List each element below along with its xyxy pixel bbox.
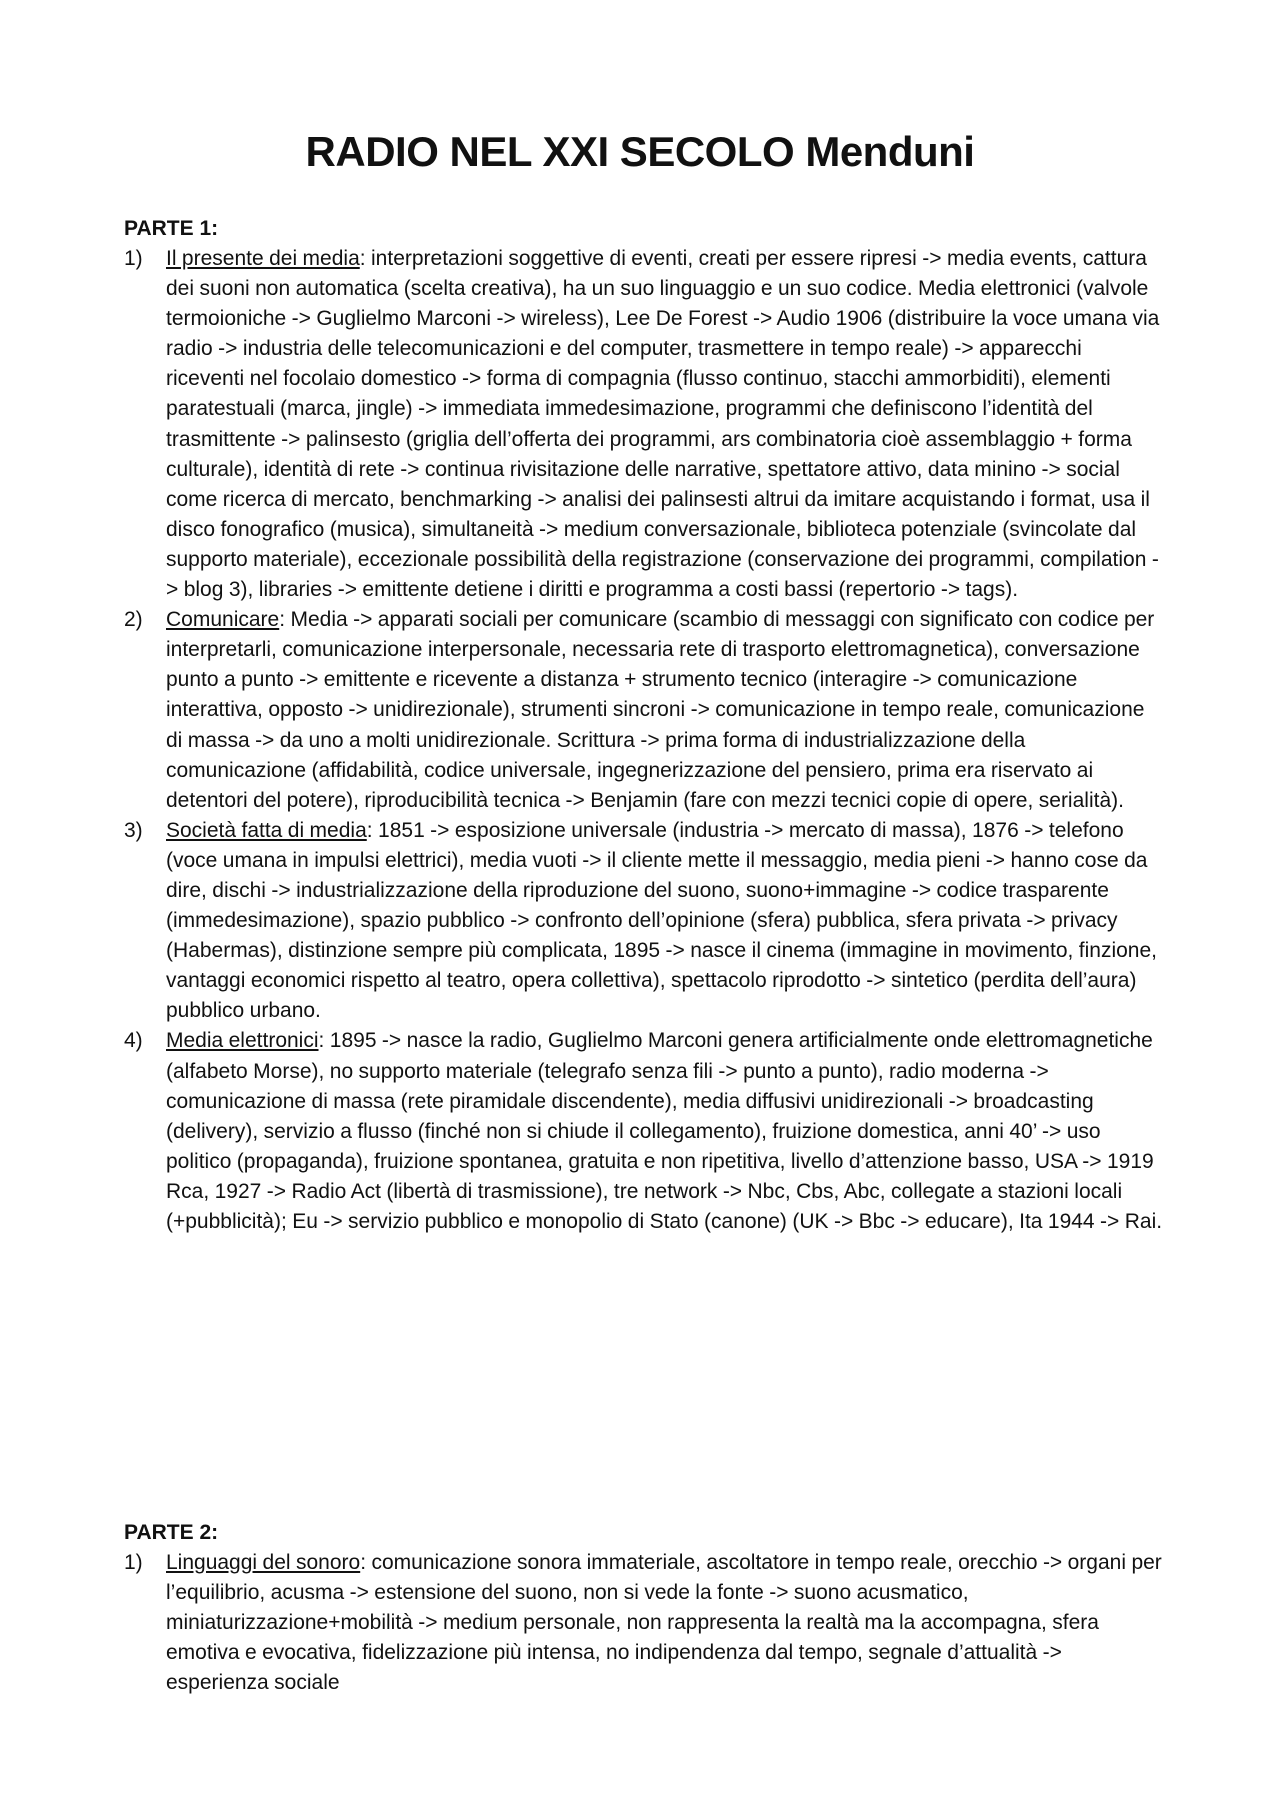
- section-heading: PARTE 1:: [124, 217, 219, 240]
- item-title: Comunicare: [166, 608, 280, 632]
- section-parte-2: [124, 1518, 1164, 1698]
- list-item: [124, 816, 1164, 1027]
- list-item: [124, 244, 1164, 605]
- item-number: 1): [124, 247, 143, 270]
- item-text: : comunicazione sonora immateriale, ascoltatore in tempo reale, orecchio -> organi per l’equilibrio, acusma -> estensione del suono, non si vede la fonte -> suono acusmatico, miniaturizzazione+mobilità -> medium personale, non rappresenta la realtà ma la accompagna, sfera emotiva e evocativa, fidelizzazione più intensa, no indipendenza dal tempo, segnale d’attualità -> esperienza sociale: [166, 1551, 1162, 1695]
- item-number: 2): [124, 608, 143, 632]
- item-text: : 1895 -> nasce la radio, Guglielmo Marconi genera artificialmente onde elettromagnetiche (alfabeto Morse), no supporto materiale (telegrafo senza fili -> punto a punto), radio moderna -> comunicazione di massa (rete piramidale discendente), media diffusivi unidirezionali -> broadcasting (delivery), servizio a flusso (finché non si chiude il collegamento), fruizione domestica, anni 40’ -> uso politico (propaganda), fruizione spontanea, gratuita e non ripetitiva, livello d’attenzione basso, USA -> 1919 Rca, 1927 -> Radio Act (libertà di trasmissione), tre network -> Nbc, Cbs, Abc, collegate a stazioni locali (+pubblicità); Eu -> servizio pubblico e monopolio di Stato (canone) (UK -> Bbc -> educare), Ita 1944 -> Rai.: [166, 1029, 1163, 1233]
- document-title: RADIO NEL XXI SECOLO Menduni: [305, 128, 975, 175]
- item-title: Il presente dei media: [166, 247, 360, 270]
- item-title: Linguaggi del sonoro: [166, 1551, 361, 1574]
- list-item: [124, 1026, 1164, 1237]
- item-text: : interpretazioni soggettive di eventi, creati per essere ripresi -> media events, cattura dei suoni non automatica (scelta creativa), ha un suo linguaggio e un suo codice. Media elettronici (valvole termoioniche -> Guglielmo Marconi -> wireless), Lee De Forest -> Audio 1906 (distribuire la voce umana via radio -> industria delle telecomunicazioni e del computer, trasmettere in tempo reale) -> apparecchi riceventi nel focolaio domestico -> forma di compagnia (flusso continuo, stacchi ammorbiditi), elementi paratestuali (marca, jingle) -> immediata immedesimazione, programmi che definiscono l’identità del trasmittente -> palinsesto (griglia dell’offerta dei programmi, ars combinatoria cioè assemblaggio + forma culturale), identità di rete -> continua rivisitazione delle narrative, spettatore attivo, data minino -> social come ricerca di mercato, benchmarking -> analisi dei palinsesti altrui da imitare acquistando i format, usa il disco fonografico (musica), simultaneità -> medium conversazionale, biblioteca potenziale (svincolate dal supporto materiale), eccezionale possibilità della registrazione (conservazione dei programmi, compilation -> blog 3), libraries -> emittente detiene i diritti e programma a costi bassi (repertorio -> tags).: [166, 247, 1160, 602]
- item-text: : 1851 -> esposizione universale (industria -> mercato di massa), 1876 -> telefono (voce umana in impulsi elettrici), media vuoti -> il cliente mette il messaggio, media pieni -> hanno cose da dire, dischi -> industrializzazione della riproduzione del suono, suono+immagine -> codice trasparente (immedesimazione), spazio pubblico -> confronto dell’opinione (sfera) pubblica, sfera privata -> privacy (Habermas), distinzione sempre più complicata, 1895 -> nasce il cinema (immagine in movimento, finzione, vantaggi economici rispetto al teatro, opera collettiva), spettacolo riprodotto -> sintetico (perdita dell’aura) pubblico urbano.: [166, 818, 1157, 1023]
- section-parte-1: [124, 214, 1164, 1237]
- list-item: [124, 605, 1164, 816]
- item-number: 4): [124, 1029, 143, 1053]
- item-number: 3): [124, 818, 143, 842]
- item-number: 1): [124, 1551, 143, 1574]
- item-title: Media elettronici: [166, 1029, 319, 1053]
- list-item: [124, 1548, 1164, 1698]
- item-title: Società fatta di media: [166, 818, 367, 842]
- item-text: : Media -> apparati sociali per comunicare (scambio di messaggi con significato con codice per interpretarli, comunicazione interpersonale, necessaria rete di trasporto elettromagnetica), conversazione punto a punto -> emittente e ricevente a distanza + strumento tecnico (interagire -> comunicazione interattiva, opposto -> unidirezionale), strumenti sincroni -> comunicazione in tempo reale, comunicazione di massa -> da uno a molti unidirezionale. Scrittura -> prima forma di industrializzazione della comunicazione (affidabilità, codice universale, ingegnerizzazione del pensiero, prima era riservato ai detentori del potere), riproducibilità tecnica -> Benjamin (fare con mezzi tecnici copie di opere, serialità).: [166, 608, 1155, 812]
- section-heading: PARTE 2:: [124, 1521, 219, 1544]
